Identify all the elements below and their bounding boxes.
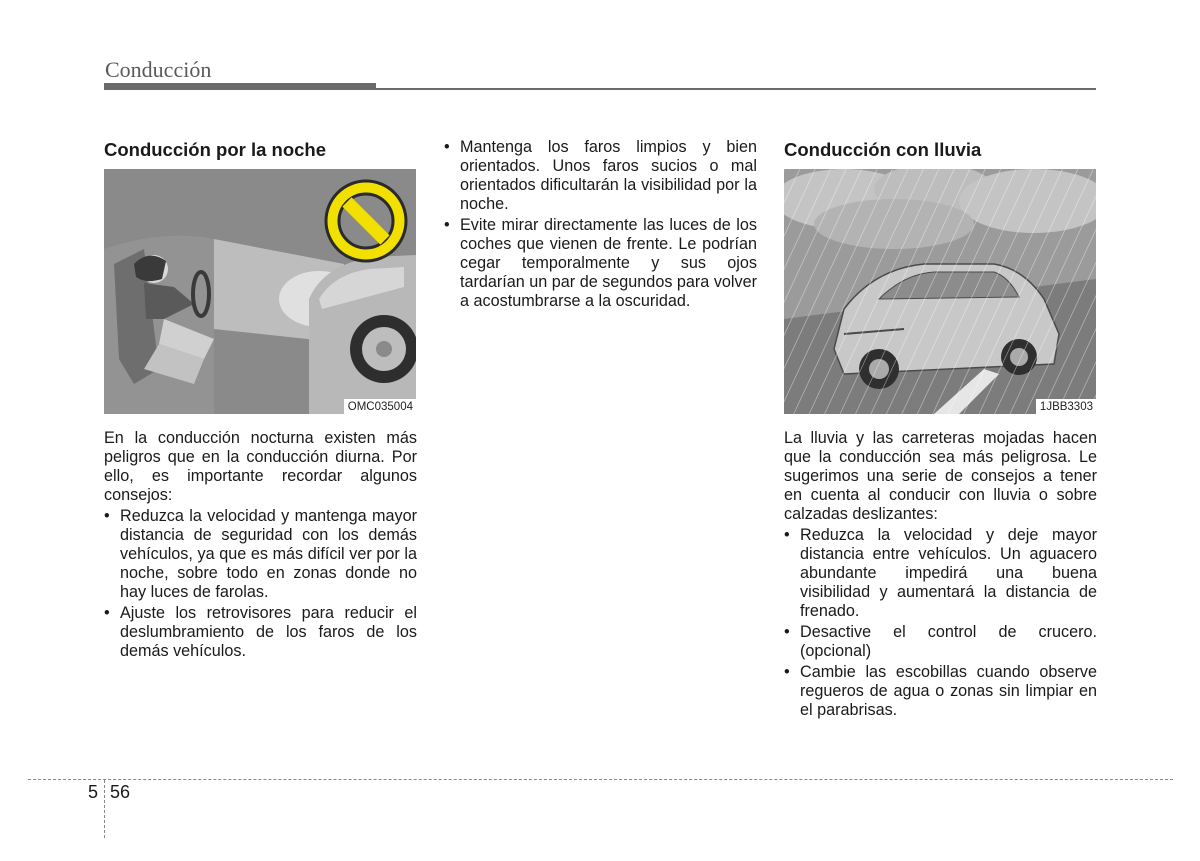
bullet-icon: • (104, 507, 110, 525)
night-bullet-list-continued (444, 138, 757, 311)
list-item (444, 138, 757, 214)
list-item (784, 526, 1097, 621)
night-intro-paragraph: En la conducción nocturna existen más peligros que en la conducción diurna. Por ello, es importante recordar algunos consejos: (104, 429, 417, 504)
night-figure-code: OMC035004 (344, 399, 416, 414)
bullet-icon: • (784, 663, 790, 681)
rain-intro-paragraph: La lluvia y las carreteras mojadas hacen que la conducción sea más peligrosa. Le sugerimos una serie de consejos a tener en cuenta al conducir con lluvia o sobre calzadas deslizantes: (784, 429, 1097, 523)
list-item (784, 663, 1097, 720)
night-text-block (104, 429, 417, 661)
list-item (104, 604, 417, 661)
night-driving-illustration (104, 169, 416, 414)
list-item-text: Mantenga los faros limpios y bien orientados. Unos faros sucios o mal orientados dificultarán la visibilidad por la noche. (460, 138, 757, 213)
page-header-title: Conducción (105, 57, 212, 82)
rain-bullet-list (784, 526, 1097, 720)
footer-divider (28, 779, 1173, 780)
rain-text-block (784, 429, 1097, 720)
list-item-text: Cambie las escobillas cuando observe regueros de agua o zonas sin limpiar en el parabrisas. (800, 663, 1097, 719)
rain-driving-illustration (784, 169, 1096, 414)
header-rule-thick (104, 83, 376, 90)
bullet-icon: • (784, 623, 790, 641)
header-rule-thin (376, 88, 1096, 90)
list-item-text: Reduzca la velocidad y deje mayor distancia entre vehículos. Un aguacero abundante impedirá una buena visibilidad y aumentará la distancia de frenado. (800, 526, 1097, 620)
night-driving-heading: Conducción por la noche (104, 139, 327, 160)
list-item (104, 507, 417, 602)
rain-driving-heading: Conducción con lluvia (784, 139, 982, 160)
list-item-text: Desactive el control de crucero. (opcional) (800, 623, 1097, 660)
bullet-icon: • (784, 526, 790, 544)
night-bullet-list (104, 507, 417, 661)
bullet-icon: • (444, 138, 450, 156)
bullet-icon: • (104, 604, 110, 622)
chapter-number: 5 (88, 782, 99, 802)
rain-figure-code: 1JBB3303 (1036, 399, 1096, 414)
list-item-text: Reduzca la velocidad y mantenga mayor distancia de seguridad con los demás vehículos, ya que es más difícil ver por la noche, sobre todo en zonas donde no hay luces de farolas. (120, 507, 417, 601)
list-item (784, 623, 1097, 661)
list-item-text: Ajuste los retrovisores para reducir el deslumbramiento de los faros de los demás vehículos. (120, 604, 417, 660)
night-text-continued (444, 138, 757, 311)
bullet-icon: • (444, 216, 450, 234)
page-number: 56 (110, 782, 131, 802)
footer-vertical-divider (104, 780, 105, 838)
list-item-text: Evite mirar directamente las luces de los coches que vienen de frente. Le podrían cegar temporalmente y sus ojos tardarían un par de segundos para volver a acostumbrarse a la oscuridad. (460, 216, 757, 310)
list-item (444, 216, 757, 311)
